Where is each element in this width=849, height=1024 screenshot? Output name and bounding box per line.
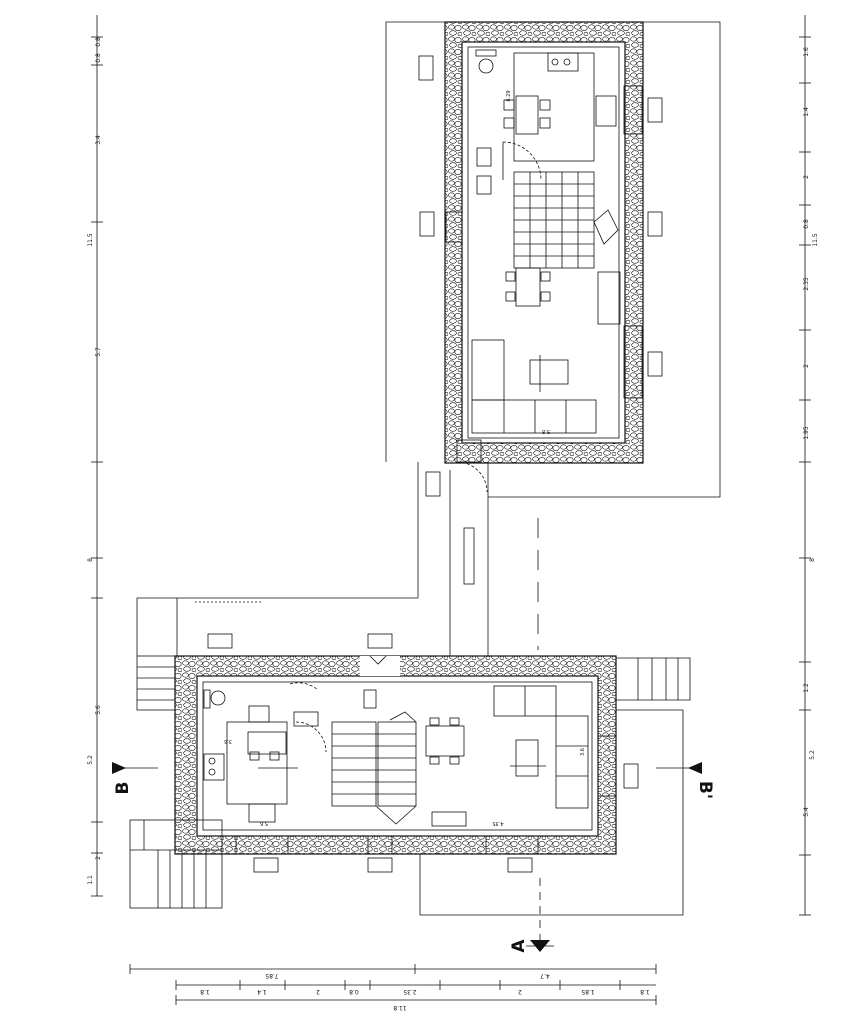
left-dim-label: 5.6 <box>95 705 102 715</box>
bottom-dimension-chain <box>130 964 656 1011</box>
right-dimension-chain <box>799 15 819 915</box>
right-dim-label: 1.6 <box>803 47 810 57</box>
left-dim-label: 5.7 <box>95 347 102 357</box>
left-dim-label: 0.8 <box>95 37 102 47</box>
section-marker-a <box>509 939 554 953</box>
room-label: 5.6 <box>260 820 268 826</box>
right-dim-label: 5.2 <box>809 750 816 760</box>
right-dim-label: 2.35 <box>803 277 810 291</box>
room-label: 3.6 <box>224 738 232 744</box>
section-marker-b-prime <box>656 762 715 799</box>
left-dim-label: 11.5 <box>87 233 94 247</box>
left-dim-label: 1.1 <box>87 875 94 885</box>
bottom-dim-label: 1.85 <box>581 988 595 995</box>
section-label-b-prime: B' <box>695 780 715 800</box>
room-label: 3.6 <box>580 748 586 756</box>
section-marker-b <box>112 762 158 794</box>
section-label-b: B <box>113 781 133 795</box>
room-label: 6.29 <box>506 90 512 102</box>
bottom-dim-label: 1.8 <box>200 988 210 995</box>
bottom-dim-label: 7.85 <box>265 972 279 979</box>
right-dim-label: 2 <box>803 364 810 368</box>
bottom-dim-label: 1.8 <box>640 988 650 995</box>
left-dim-label: 0.8 <box>95 53 102 63</box>
room-label: 4.35 <box>492 820 504 826</box>
bottom-dim-label: 2 <box>518 988 522 995</box>
bottom-dim-label: 2 <box>316 988 320 995</box>
room-label: 5.8 <box>542 428 550 434</box>
left-dim-label: 8 <box>87 558 94 562</box>
left-dim-label: 2 <box>95 856 102 860</box>
right-dim-label: 2 <box>803 175 810 179</box>
upper-building <box>386 22 720 497</box>
left-dim-label: 5.2 <box>87 755 94 765</box>
right-dim-label: 1.4 <box>803 107 810 117</box>
right-dim-label: 1.2 <box>803 683 810 693</box>
section-label-a: A <box>509 939 529 953</box>
bottom-dim-label: 11.8 <box>393 1004 407 1011</box>
right-dim-label: 0.8 <box>803 219 810 229</box>
lower-building <box>130 428 690 940</box>
left-dimension-chain <box>87 15 103 896</box>
right-dim-label: 1.95 <box>803 426 810 440</box>
bottom-dim-label: 2.35 <box>403 988 417 995</box>
right-dim-label: 5.4 <box>803 807 810 817</box>
right-dim-label: 11.5 <box>812 233 819 247</box>
bottom-dim-label: 1.4 <box>257 988 267 995</box>
left-dim-label: 3.4 <box>95 135 102 145</box>
bottom-dim-label: 0.8 <box>349 988 359 995</box>
right-dim-label: 8 <box>809 558 816 562</box>
bottom-dim-label: 4.7 <box>540 972 550 979</box>
